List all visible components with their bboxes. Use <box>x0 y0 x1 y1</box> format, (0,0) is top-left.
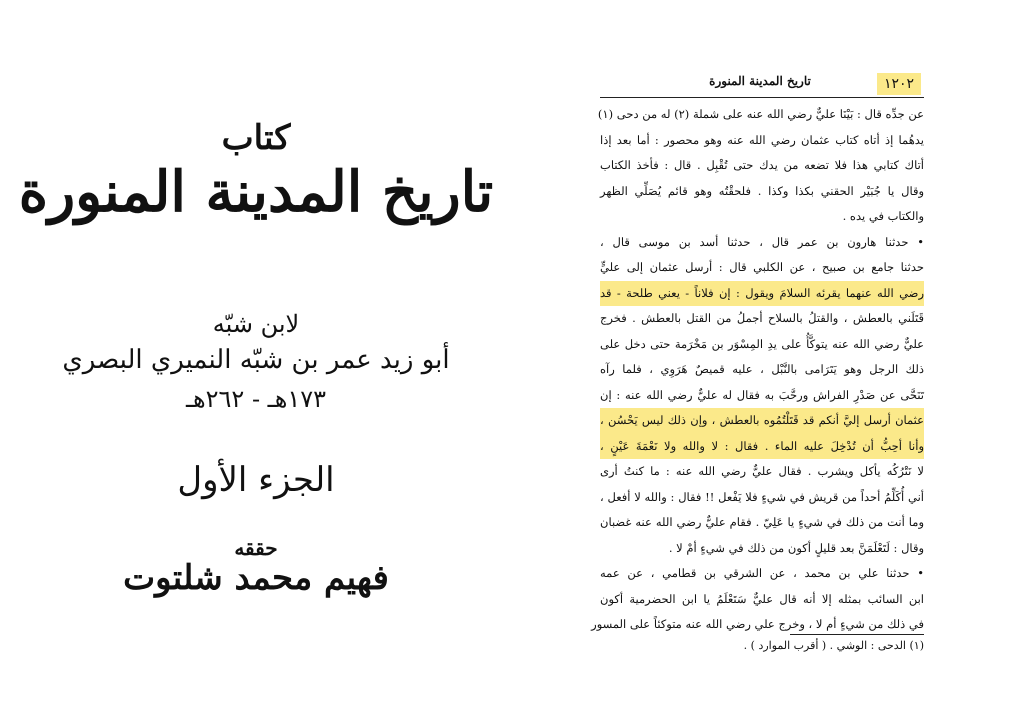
volume-label: الجزء الأول <box>177 460 335 500</box>
page-header <box>600 72 924 94</box>
text-line: تَنَحَّى عن صَدْرِ الفراش ورحَّبَ به فقال له عليٌّ رضي الله عنه : إن <box>600 387 924 402</box>
author-dates: ١٧٣هـ - ٢٦٢هـ <box>185 385 327 413</box>
text-line: في ذلك من شيءٍ أم لا ، وخرج علي رضي الله عنه متوكئاً على المسور <box>591 617 924 631</box>
text-line: أتاك كتابي هذا فلا تضعه من يدك حتى تُقْبِل . قال : فأخذ الكتاب <box>600 158 924 172</box>
text-line: أني أُكَلِّمُ أحداً من قريش في شيءٍ فلا يَفْعل !! فقال : والله لا أفعل ، <box>600 489 924 504</box>
text-line: حدثنا جامع بن صبيح ، عن الكلبي قال : أرسل عثمان إلى عليٍّ <box>600 260 924 274</box>
highlighted-line: وأنا أحِبُّ أن تُدْخِلَ عليه الماء . فقال : لا والله ولا نَعْمَةَ عَيْنٍ ، <box>600 434 924 460</box>
author-name: أبو زيد عمر بن شبّه النميري البصري <box>62 345 450 375</box>
main-title: تاريخ المدينة المنورة <box>18 159 494 225</box>
footnote-rule <box>790 634 924 635</box>
text-line: يدهُما إذ أتاه كتاب عثمان رضي الله عنه وهو محصور : أما بعد إذا <box>600 132 924 147</box>
footnote: (١) الدحى : الوشي . ( أقرب الموارد ) . <box>743 639 924 652</box>
editor-name: فهيم محمد شلتوت <box>123 558 389 598</box>
text-line: ذلك الرجل وهو يَتَرَامى بالنَّبْل ، عليه قميصٌ هَرَوِي ، فلما رآه <box>600 362 924 376</box>
text-line: والكتاب في يده . <box>842 209 924 223</box>
page-number: ١٢٠٢ <box>877 73 921 95</box>
text-line: عن جدِّه قال : بَيْنَا عليٌّ رضي الله عنه على شملة (٢) له من دحى (١) <box>597 107 924 121</box>
text-line: ابن السائب بمثله إلا أنه قال عليٌّ سَتَعْلَمُ يا ابن الحضرمية أكون <box>600 591 924 606</box>
text-line: وقال : لَتَعْلَمَنَّ بعد قليلٍ أكون من ذلك في شيءٍ أمْ لا . <box>668 540 924 555</box>
text-line: • حدثنا هارون بن عمر قال ، حدثنا أسد بن موسى قال ، <box>600 234 924 249</box>
running-title: تاريخ المدينة المنورة <box>709 74 811 88</box>
text-line: وقال يا جُبَيْر الحقني بكذا وكذا . فلحقْتُه وهو قائم يُصَلِّي الظهر <box>600 183 924 198</box>
edited-by-label: حققه <box>234 536 278 560</box>
text-line: قَتَلَني بالعطش ، والقتلُ بالسلاح أجملُ من القتل بالعطش . فخرج <box>600 311 924 325</box>
text-line: • حدثنا علي بن محمد ، عن الشرقي بن قطامي ، عن عمه <box>600 566 924 580</box>
header-rule <box>600 97 924 98</box>
highlighted-line: رضي الله عنهما يقرئه السلامَ ويقول : إن فلاناً - يعني طلحة - قد <box>600 281 924 307</box>
text-line: عليٌّ رضي الله عنه يتوكَّأُ على يدِ المِسْوَر بن مَخْرَمة حتى دخل على <box>600 336 924 351</box>
book-word: كتاب <box>221 118 291 158</box>
body-text <box>591 102 924 638</box>
by-line: لابن شبّه <box>212 310 300 338</box>
text-line: وما أنت من ذلك في شيءٍ يا عَلِيّ . فقام عليٌّ رضي الله عنه غضبان <box>600 515 924 529</box>
text-line: لا نَتْرُكُه يأكل ويشرب . فقال عليٌّ رضي الله عنه : ما كنتُ أرى <box>600 464 924 478</box>
text-page <box>591 72 924 672</box>
highlighted-line: عثمان أرسل إليَّ أنكم قد قَتَلْتُمُوه بالعطش ، وإن ذلك ليس يَحْسُن ، <box>600 408 924 434</box>
